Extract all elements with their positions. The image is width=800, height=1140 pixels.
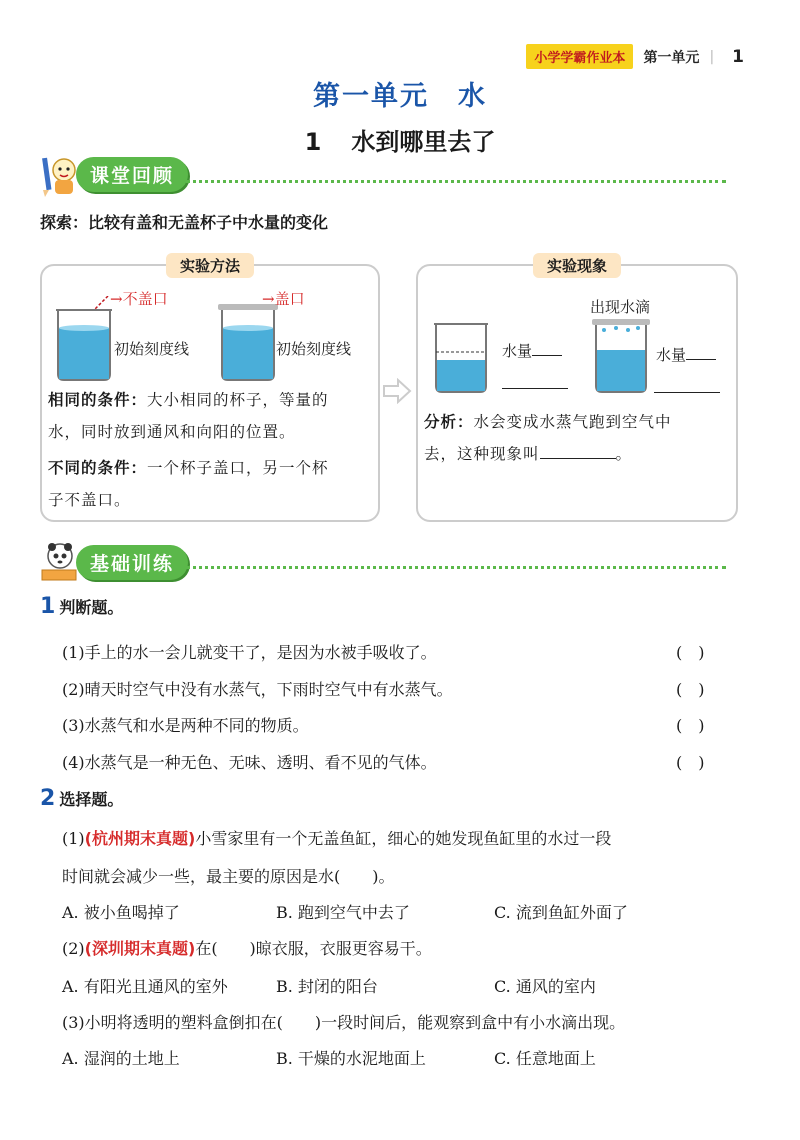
q2-s2-option-c[interactable]: C. 通风的室内 <box>494 977 596 996</box>
q1-answer-box[interactable]: ( ) <box>676 716 705 735</box>
q1-answer-box[interactable]: ( ) <box>676 643 705 662</box>
q2-s2-option-a[interactable]: A. 有阳光且通风的室外 <box>62 977 228 996</box>
brand-badge: 小学学霸作业本 <box>526 44 633 69</box>
q1-answer-box[interactable]: ( ) <box>676 753 705 772</box>
initial-line-label-left: 初始刻度线 <box>114 340 190 358</box>
review-section-header <box>40 152 188 196</box>
q1-item: (3)水蒸气和水是两种不同的物质。 <box>62 716 309 735</box>
phenomenon-tab: 实验现象 <box>533 253 621 278</box>
same-condition: 相同的条件：大小相同的杯子，等量的 水，同时放到通风和向阳的位置。 <box>48 391 329 441</box>
practice-section-header <box>40 540 188 584</box>
page-number: 1 <box>732 46 744 67</box>
water-level-right: 水量 <box>656 344 716 365</box>
covered-note: →盖口 <box>262 290 305 308</box>
q1-item: (2)晴天时空气中没有水蒸气，下雨时空气中有水蒸气。 <box>62 680 453 699</box>
review-divider <box>186 180 726 183</box>
q2-s1-line2: 时间就会减少一些，最主要的原因是水( )。 <box>62 867 395 886</box>
review-label: 课堂回顾 <box>76 157 188 192</box>
water-answer-left[interactable] <box>502 388 568 389</box>
unit-title: 第一单元 水 <box>313 81 487 112</box>
practice-label: 基础训练 <box>76 545 188 580</box>
lesson-name: 水到哪里去了 <box>351 128 496 156</box>
q1-title: 判断题。 <box>59 598 124 617</box>
method-tab: 实验方法 <box>166 253 254 278</box>
q2-heading <box>40 786 123 811</box>
q2-s1-line1: (1)(杭州期末真题)小雪家里有一个无盖鱼缸，细心的她发现鱼缸里的水过一段 <box>62 829 612 848</box>
header-separator: | <box>709 48 715 65</box>
q1-heading <box>40 594 123 619</box>
q2-s2-option-b[interactable]: B. 封闭的阳台 <box>276 977 378 996</box>
q1-item: (4)水蒸气是一种无色、无味、透明、看不见的气体。 <box>62 753 437 772</box>
q2-number: 2 <box>40 786 56 811</box>
q2-title: 选择题。 <box>59 790 124 809</box>
q2-s3-option-c[interactable]: C. 任意地面上 <box>494 1049 596 1068</box>
explore-heading: 探索：比较有盖和无盖杯子中水量的变化 <box>40 213 329 232</box>
method-panel <box>40 257 380 522</box>
practice-divider <box>186 566 726 569</box>
q2-s3-line1: (3)小明将透明的塑料盒倒扣在( )一段时间后，能观察到盒中有小水滴出现。 <box>62 1013 626 1032</box>
q2-s1-option-a[interactable]: A. 被小鱼喝掉了 <box>62 903 180 922</box>
analysis-label: 分析： <box>424 413 474 431</box>
exam-source-tag: (深圳期末真题) <box>84 939 196 958</box>
arrow-right-icon <box>382 378 412 404</box>
water-answer-right[interactable] <box>654 392 720 393</box>
pencil-mascot-icon <box>40 152 80 196</box>
q2-s1-option-b[interactable]: B. 跑到空气中去了 <box>276 903 410 922</box>
q2-s1-option-c[interactable]: C. 流到鱼缸外面了 <box>494 903 628 922</box>
lesson-number: 1 <box>304 128 322 156</box>
q2-s3-option-a[interactable]: A. 湿润的土地上 <box>62 1049 180 1068</box>
covered-result-beaker-icon <box>586 316 666 396</box>
q2-s3-option-b[interactable]: B. 干燥的水泥地面上 <box>276 1049 426 1068</box>
analysis: 分析：水会变成水蒸气跑到空气中 去，这种现象叫 。 <box>424 413 672 463</box>
phenomenon-panel <box>416 257 738 522</box>
same-condition-label: 相同的条件： <box>48 391 148 409</box>
header-unit: 第一单元 <box>643 49 700 66</box>
q1-answer-box[interactable]: ( ) <box>676 680 705 699</box>
phenomenon-answer-blank[interactable] <box>540 458 616 459</box>
exam-source-tag: (杭州期末真题) <box>84 829 196 848</box>
diff-condition: 不同的条件：一个杯子盖口，另一个杯 子不盖口。 <box>48 459 329 509</box>
q1-number: 1 <box>40 594 56 619</box>
water-level-left: 水量 <box>502 340 562 361</box>
reading-mascot-icon <box>40 540 80 584</box>
initial-line-label-right: 初始刻度线 <box>276 340 352 358</box>
q2-s2-line1: (2)(深圳期末真题)在( )晾衣服，衣服更容易干。 <box>62 939 432 958</box>
q1-item: (1)手上的水一会儿就变干了，是因为水被手吸收了。 <box>62 643 437 662</box>
uncovered-result-beaker-icon <box>426 316 506 396</box>
uncovered-note: →不盖口 <box>110 290 168 308</box>
running-header <box>526 44 744 69</box>
diff-condition-label: 不同的条件： <box>48 459 148 477</box>
drops-note: 出现水滴 <box>590 298 651 316</box>
